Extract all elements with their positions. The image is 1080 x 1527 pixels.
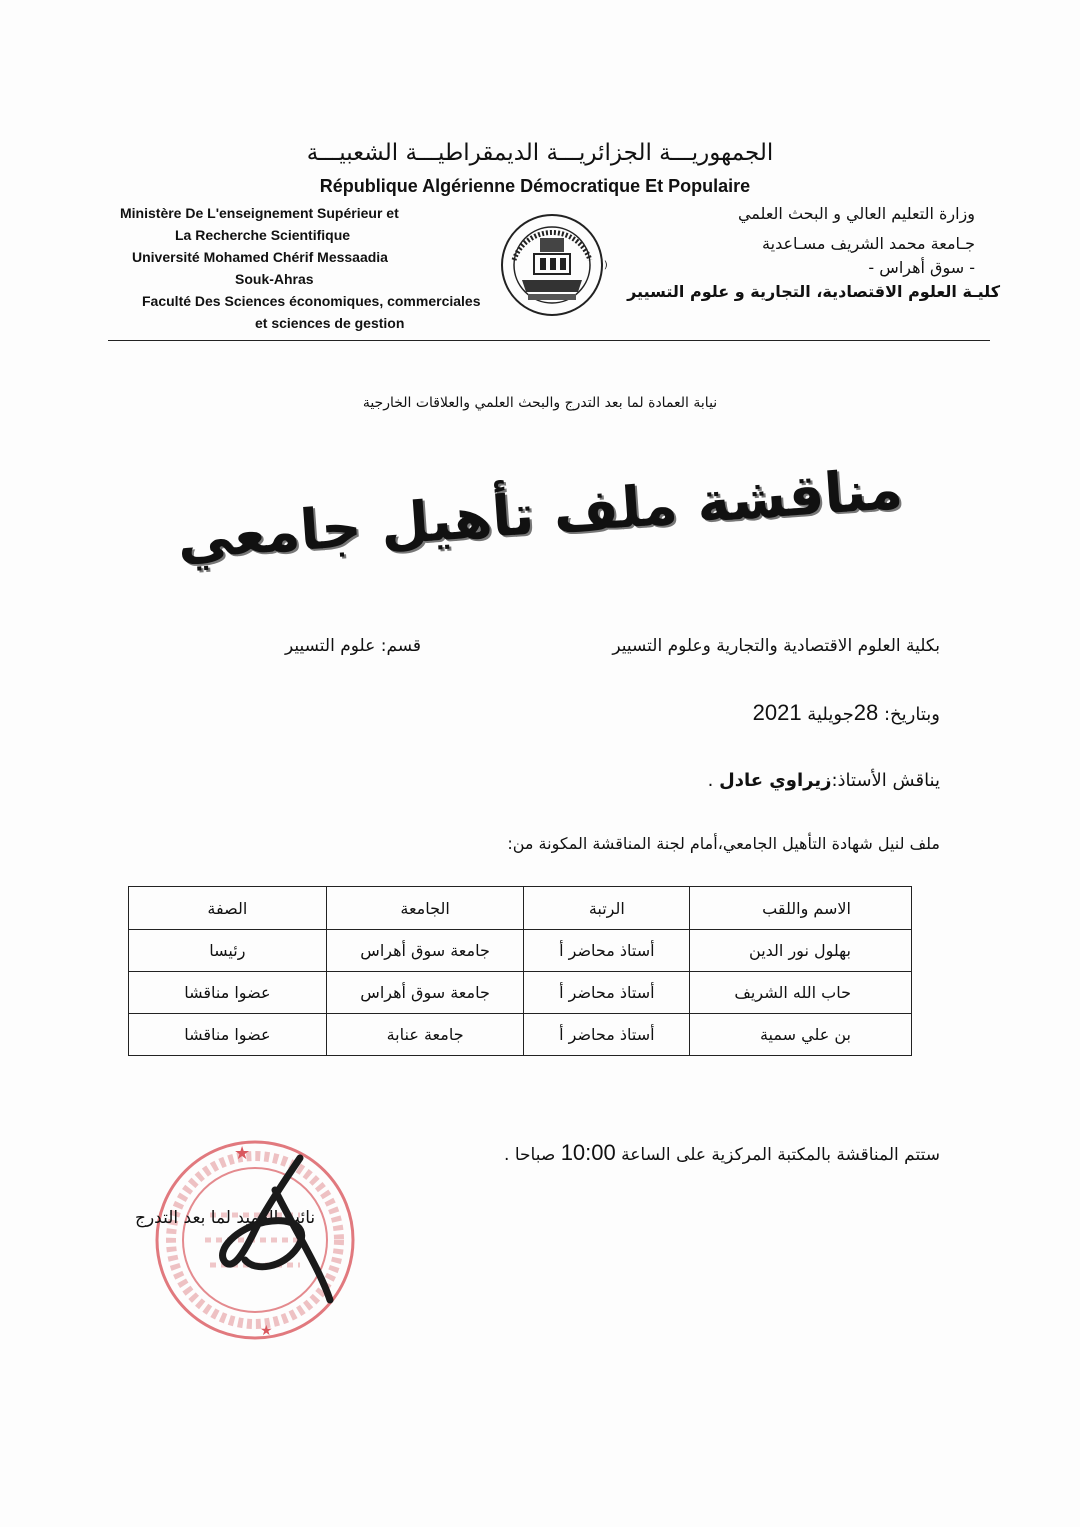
faculty-fr-line2: et sciences de gestion [255,315,405,331]
candidate-end: . [707,770,720,791]
table-header-row [129,887,912,930]
member-university: جامعة سوق أهراس [326,972,524,1014]
member-rank: أستاذ محاضر أ [524,930,690,972]
member-rank: أستاذ محاضر أ [524,972,690,1014]
date-line [753,700,940,726]
faculty-ar: كليـة العلوم الاقتصادية، التجارية و علوم التسيير [627,282,1000,301]
committee-table [128,886,912,1056]
header-university: الجامعة [326,887,524,930]
purpose-line: ملف لنيل شهادة التأهيل الجامعي،أمام لجنة المناقشة المكونة من: [507,834,940,853]
svg-text:★: ★ [234,1143,251,1164]
header-name: الاسم واللقب [690,887,912,930]
university-logo [500,210,610,320]
member-university: جامعة سوق أهراس [326,930,524,972]
header-role: الصفة [129,887,327,930]
member-name: بهلول نور الدين [690,930,912,972]
member-role: عضوا مناقشا [129,972,327,1014]
republic-arabic: الجمهوريـــة الجزائريـــة الديمقراطيـــة الشعبيـــة [306,140,774,166]
candidate-name: زيراوي عادل [719,770,832,791]
university-fr: Université Mohamed Chérif Messaadia [132,249,388,265]
svg-text:★: ★ [260,1323,273,1339]
venue-time: 10:00 [560,1140,616,1165]
office-name: نيابة العمادة لما بعد التدرج والبحث العلمي والعلاقات الخارجية [362,395,718,411]
header-divider [108,340,990,341]
header-french-block [110,202,520,334]
ministry-ar: وزارة التعليم العالي و البحث العلمي [737,204,975,223]
header-rank: الرتبة [524,887,690,930]
table-row [129,972,912,1014]
faculty-fr-line1: Faculté Des Sciences économiques, commerciales [142,293,481,309]
table-row [129,930,912,972]
member-university: جامعة عنابة [326,1014,524,1056]
page-title: مناقشة ملف تأهيل جامعي [175,456,905,573]
date-year: 2021 [752,700,802,725]
date-day: 28 [853,700,879,725]
svg-text:)): )) [600,260,608,271]
republic-french: République Algérienne Démocratique Et Populaire [319,176,751,196]
table-row [129,1014,912,1056]
candidate-line [708,770,940,791]
venue-suffix: صباحا . [504,1145,561,1165]
ministry-fr-line1: Ministère De L'enseignement Supérieur et [120,205,399,221]
date-month: جويلية [801,704,854,725]
faculty-line: بكلية العلوم الاقتصادية والتجارية وعلوم التسيير [612,636,940,656]
signature [185,1150,345,1310]
university-ar: جـامعة محمد الشريف مسـاعدية [762,234,975,253]
city-ar: - سوق أهراس - [868,258,975,277]
department-line: قسم: علوم التسيير [285,636,422,656]
member-role: رئيسا [129,930,327,972]
member-rank: أستاذ محاضر أ [524,1014,690,1056]
member-name: حاب الله الشريف [690,972,912,1014]
ministry-fr-line2: La Recherche Scientifique [175,227,351,243]
date-label: وبتاريخ: [878,704,940,725]
member-name: بن علي سمية [690,1014,912,1056]
city-fr: Souk-Ahras [235,271,314,287]
venue-prefix: ستتم المناقشة بالمكتبة المركزية على الساعة [615,1145,940,1165]
candidate-label: يناقش الأستاذ: [831,770,940,791]
venue-line [504,1140,940,1166]
signatory-title: نائب العميد لما بعد التدرج [135,1208,316,1228]
header-arabic-block [595,202,1000,304]
member-role: عضوا مناقشا [129,1014,327,1056]
